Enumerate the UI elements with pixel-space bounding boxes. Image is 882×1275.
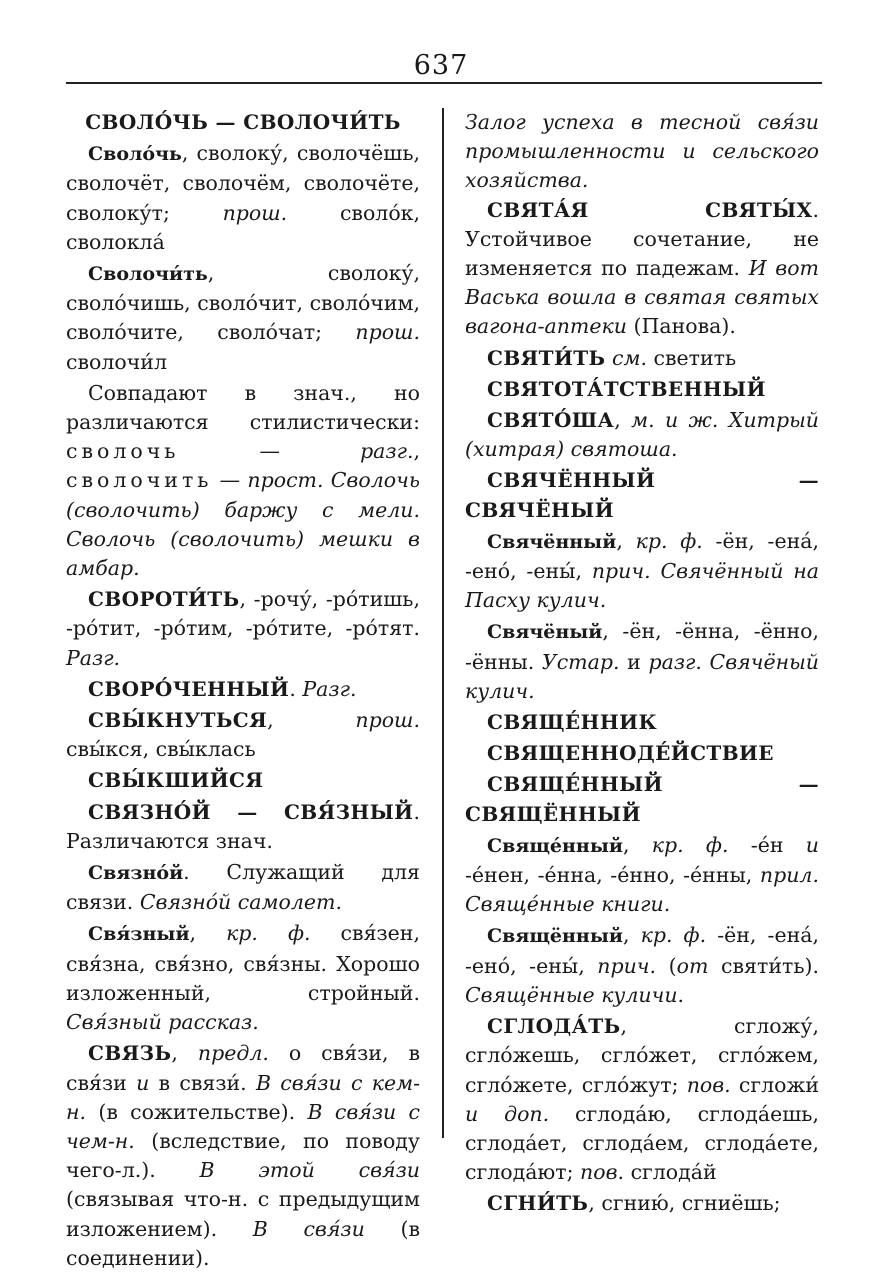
entry-svyacheny <box>465 617 819 706</box>
entry-text: . Служащий для связи. <box>66 860 420 915</box>
entry-text: (Панова). <box>626 314 736 339</box>
entry-text: , сгложу́, сгло́жешь, сгло́жет, сгло́жем, сгло́жете, сгло́жут; <box>465 1014 819 1097</box>
subheadword: Сволочи́ть <box>88 263 208 286</box>
headword: СВЫ́КШИЙСЯ <box>88 768 264 793</box>
entry-text: (связывая что-н. с предыдущим изложением). <box>66 1187 420 1241</box>
headword: СВОЛО́ЧЬ — СВОЛОЧИ́ТЬ <box>85 110 401 134</box>
entry-text: в связи́. <box>149 1070 256 1095</box>
entry-svolochit <box>66 259 420 377</box>
entry-text: , <box>267 708 356 733</box>
entry-italic: и <box>664 408 679 433</box>
subheadword: Свящённый <box>487 925 623 948</box>
subheadword: Свячёный <box>487 621 603 644</box>
entry-italic: В свя́зи с чем-н. <box>66 1099 420 1153</box>
entry-text: сволочи́л <box>66 349 167 374</box>
entry-svyashchennik <box>465 708 819 737</box>
entry-sglodat <box>465 1012 819 1187</box>
entry-text: сглода́ю, сглода́ешь, сглода́ет, сглода́ем, сглода́ете, сглода́ют; <box>465 1101 819 1185</box>
entry-italic: и доп. <box>465 1101 550 1126</box>
header-rule <box>66 82 822 84</box>
entry-italic: И вот Васька вошла в святая святых вагона-аптеки <box>465 256 819 339</box>
spaced-word: сволочить <box>66 468 213 493</box>
entry-text: -ён, -ена́, -ено́, -ены́, <box>465 923 819 978</box>
headword: СВЯЗНО́Й — СВЯ́ЗНЫЙ <box>88 799 414 824</box>
entry-text: святи́ть). <box>708 953 819 978</box>
entry-svyaz-continued <box>465 108 819 196</box>
entry-italic: Залог успеха в тесной свя́зи промышленности и сельского хозяйства. <box>465 110 819 193</box>
spaced-word: сволочь <box>66 439 180 464</box>
entry-text: (вследствие, по поводу чего-л.). <box>66 1128 420 1183</box>
headword: СВОРОТИ́ТЬ <box>88 587 240 612</box>
entry-text: , <box>614 408 632 433</box>
entry-svyknutsya <box>66 706 420 764</box>
entry-svyashchennodeystvie <box>465 739 819 768</box>
entry-italic: В свя́зи с кем-н. <box>66 1070 421 1124</box>
entry-svyashchyonny <box>465 921 819 1010</box>
entry-svorochenny <box>66 675 420 704</box>
entry-text: (в сожительстве). <box>86 1099 308 1124</box>
entry-text: свя́зен, свя́зна, свя́зно, свя́зны. Хорошо изложенный, стройный. <box>66 921 420 1005</box>
entry-italic: Разг. <box>302 676 357 701</box>
entry-italic: прич. Свячённый на Пасху кулич. <box>465 559 819 613</box>
entry-text: , <box>189 921 227 946</box>
entry-text: , <box>622 923 641 948</box>
entry-svoloch <box>66 139 420 257</box>
entry-text <box>678 408 688 432</box>
entry-italic: кр. ф. <box>640 923 707 948</box>
entry-italic: прич. <box>597 953 657 978</box>
entry-sgnit <box>465 1189 819 1218</box>
entry-text: — <box>179 439 361 464</box>
entry-text <box>718 408 728 432</box>
entry-text: свы́кся, свы́клась <box>66 737 256 762</box>
entry-svyatit <box>465 344 819 373</box>
entry-italic: В свя́зи <box>252 1216 365 1241</box>
entry-svyaz <box>66 1039 420 1273</box>
entry-svyashchenny-pair <box>465 770 819 828</box>
entry-text: , <box>171 1041 198 1066</box>
entry-text: Совпадают в знач., но различаются стилистически: <box>66 380 420 435</box>
entry-text: , <box>413 439 420 464</box>
entry-text: сгложи́ <box>730 1072 819 1097</box>
entry-svyachenny <box>465 527 819 616</box>
entry-italic: Устар. <box>541 649 620 674</box>
headword: СВЯЩЕ́ННИК <box>487 710 658 735</box>
entry-italic: кр. ф. <box>651 832 729 857</box>
right-column <box>465 108 819 1221</box>
entry-svyaznoy-svyazny <box>66 798 420 856</box>
entry-italic: прош. <box>222 200 288 225</box>
entry-text: . Устойчивое сочетание, не изменяется по падежам. <box>465 197 819 281</box>
headword: СВЯЧЁННЫЙ — СВЯЧЁНЫЙ <box>465 468 819 522</box>
entry-italic: Хитрый (хитрая) святоша. <box>465 408 819 462</box>
left-column <box>66 108 420 1275</box>
entry-text: и <box>619 649 649 674</box>
entry-italic: кр. ф. <box>226 921 311 946</box>
entry-svyashchenny-adj <box>465 831 819 920</box>
subheadword: Свячённый <box>487 530 617 553</box>
entry-italic: Связно́й самолет. <box>139 890 342 915</box>
entry-svyataya-svyatykh <box>465 196 819 342</box>
entry-italic: кр. ф. <box>635 528 703 553</box>
column-divider <box>442 108 444 1138</box>
entry-italic: Свящённые куличи. <box>465 982 685 1007</box>
subheadword: Связно́й <box>88 862 184 885</box>
subheadword: Своло́чь <box>88 143 182 166</box>
entry-text: , сгнию́, сгниёшь; <box>588 1191 781 1216</box>
entry-svyazny <box>66 919 420 1037</box>
headword: СВОРО́ЧЕННЫЙ <box>88 676 290 701</box>
entry-text: . Различаются знач. <box>66 799 420 853</box>
headword: СВЯЩЕ́ННЫЙ — СВЯЩЁННЫЙ <box>465 772 819 826</box>
entry-italic: предл. <box>197 1041 269 1066</box>
entry-italic: и <box>805 832 819 857</box>
headword: СГНИ́ТЬ <box>487 1191 589 1216</box>
entry-italic: прост. Сволочь (сволочить) баржу с мели. Сволочь (сволочить) мешки в амбар. <box>66 468 420 581</box>
entry-italic: прош. <box>355 320 420 345</box>
entry-italic: от <box>676 953 709 978</box>
entry-italic: В этой свя́зи <box>199 1158 420 1183</box>
entry-italic: Свя́зный рассказ. <box>66 1010 259 1035</box>
headword: СВЯЩЕННОДЕ́ЙСТВИЕ <box>487 741 774 766</box>
entry-italic: прош. <box>355 708 420 733</box>
entry-italic: разг. Свячёный кулич. <box>465 649 820 703</box>
entry-italic: ж. <box>688 408 719 433</box>
entry-italic: разг. <box>360 439 414 464</box>
entry-text: . <box>289 676 303 701</box>
entry-text: , -ён, -ённа, -ённо, -ённы. <box>465 619 819 674</box>
entry-text: ( <box>656 953 677 978</box>
entry-italic: пов. <box>580 1160 625 1185</box>
entry-text: -ён, -ена́, -ено́, -ены́, <box>465 528 819 584</box>
entry-text: светить <box>646 345 737 370</box>
entry-text: , сволоку́, своло́чишь, своло́чит, своло́чим, своло́чите, своло́чат; <box>66 261 420 345</box>
entry-italic: прил. Свяще́нные книги. <box>465 863 819 917</box>
entry-text: , <box>616 528 636 553</box>
entry-text: о свя́зи, в свя́зи <box>66 1041 420 1095</box>
entry-text: -е́нен, -е́нна, -е́нно, -е́нны, <box>465 863 760 888</box>
subheadword: Свя́зный <box>88 923 190 946</box>
entry-text: -е́н <box>728 832 806 857</box>
entry-text: (в соединении). <box>66 1216 420 1270</box>
headword: СВЯТОТА́ТСТВЕННЫЙ <box>487 376 766 401</box>
entry-svoloch-svolochit <box>66 108 420 137</box>
entry-italic: Разг. <box>66 645 121 670</box>
headword: СВЯТИ́ТЬ <box>487 345 606 370</box>
headword: СВЯТА́Я СВЯТЫ́Х <box>487 197 813 222</box>
entry-text: , сволоку́, сволочёшь, сволочёт, сволочём, сволочёте, сволоку́т; <box>66 141 420 225</box>
entry-svykshiysya <box>66 766 420 795</box>
entry-usage-note <box>66 379 420 583</box>
page-number: 637 <box>413 50 469 81</box>
entry-text: своло́к, сволокла́ <box>66 200 420 254</box>
entry-text <box>655 408 665 432</box>
entry-italic: пов. <box>686 1072 731 1097</box>
headword: СВЯЗЬ <box>88 1041 172 1066</box>
entry-italic: и <box>136 1070 150 1095</box>
headword: СГЛОДА́ТЬ <box>487 1014 621 1039</box>
entry-svyaznoy <box>66 858 420 917</box>
headword: СВЫ́КНУТЬСЯ <box>88 708 268 733</box>
entry-text: , <box>622 832 652 857</box>
entry-svyachenny-pair <box>465 466 819 524</box>
entry-svyatosha <box>465 406 819 464</box>
entry-svorotit <box>66 585 420 673</box>
entry-italic: м. <box>631 408 655 433</box>
subheadword: Свяще́нный <box>487 834 623 857</box>
entry-svyatotatstvenny <box>465 375 819 404</box>
entry-text: сглода́й <box>624 1160 717 1185</box>
entry-italic: см. <box>611 345 647 370</box>
entry-text: — <box>212 468 248 493</box>
headword: СВЯТО́ША <box>487 408 615 433</box>
entry-text: , -рочу́, -ро́тишь, -ро́тит, -ро́тим, -ро́тите, -ро́тят. <box>66 587 420 641</box>
